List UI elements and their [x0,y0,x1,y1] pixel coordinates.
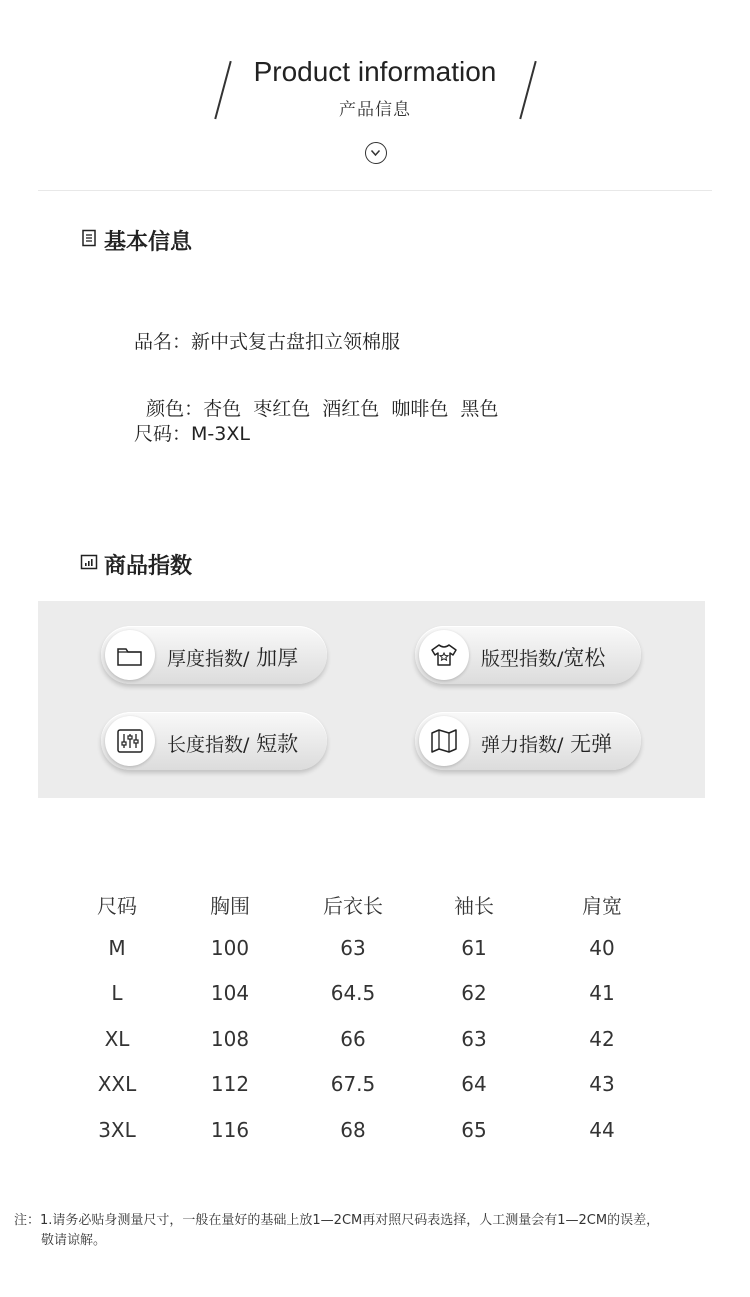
sliders-icon [105,716,155,766]
table-cell: 63 [461,1026,487,1051]
index-panel [38,601,705,798]
tshirt-icon [419,630,469,680]
table-row [60,1118,660,1164]
page-subtitle: 产品信息 [339,100,411,120]
document-icon [80,228,98,253]
map-icon [419,716,469,766]
table-cell: 63 [340,935,366,960]
info-line-color: 颜色：杏色 枣红色 酒红色 咖啡色 黑色 [146,398,499,420]
table-cell: 44 [589,1117,615,1142]
table-cell: 68 [340,1117,366,1142]
table-cell: 104 [210,981,250,1005]
table-cell: 3XL [98,1117,136,1142]
section-product-index [80,549,192,580]
size-table [60,890,660,1163]
table-cell: 66 [340,1026,366,1051]
table-cell: 112 [210,1072,250,1096]
table-cell: 100 [210,935,250,960]
table-cell: 108 [210,1026,250,1051]
info-line-name: 品名：新中式复古盘扣立领棉服 [134,331,401,353]
index-length: 长度指数/ 短款 [101,712,327,770]
table-header-cell: 尺码 [97,894,137,918]
folder-icon [105,630,155,680]
table-cell: XXL [97,1072,137,1096]
table-cell: 64 [461,1072,487,1096]
table-header-cell: 后衣长 [323,894,383,918]
table-row [60,936,660,982]
chevron-down-icon [365,142,387,164]
table-cell: 62 [461,981,487,1005]
table-cell: 41 [589,981,615,1005]
table-cell: 65 [461,1117,487,1142]
table-cell: 43 [589,1072,615,1096]
table-cell: 61 [461,935,487,960]
section-basic-info [80,225,192,256]
table-row [60,1072,660,1118]
table-row [60,1027,660,1073]
page-title: Product information [253,56,497,87]
bar-chart-icon [80,552,98,577]
table-row [60,981,660,1027]
index-fit: 版型指数/宽松 [415,626,641,684]
section-title: 基本信息 [104,230,193,255]
table-cell: 42 [589,1026,615,1051]
info-line-size: 尺码：M-3XL [134,423,250,445]
note-line-2: 敬请谅解。 [41,1233,107,1248]
section-title: 商品指数 [104,554,193,579]
table-cell: 40 [589,935,615,960]
note-line-1: 注：1.请务必贴身测量尺寸，一般在量好的基础上放1—2CM再对照尺码表选择，人工测量会有1—2CM的误差， [14,1213,660,1228]
index-elasticity: 弹力指数/ 无弹 [415,712,641,770]
table-header-row [60,890,660,936]
index-thickness: 厚度指数/ 加厚 [101,626,327,684]
table-header-cell: 袖长 [454,894,494,918]
table-cell: XL [104,1026,130,1051]
table-header-cell: 肩宽 [582,894,622,918]
table-cell: L [111,981,123,1005]
divider [38,190,712,191]
measurement-note [14,1211,714,1251]
table-cell: 67.5 [330,1072,376,1096]
table-cell: M [108,935,126,960]
table-cell: 64.5 [330,981,376,1005]
table-cell: 116 [210,1117,250,1142]
table-header-cell: 胸围 [210,894,250,918]
